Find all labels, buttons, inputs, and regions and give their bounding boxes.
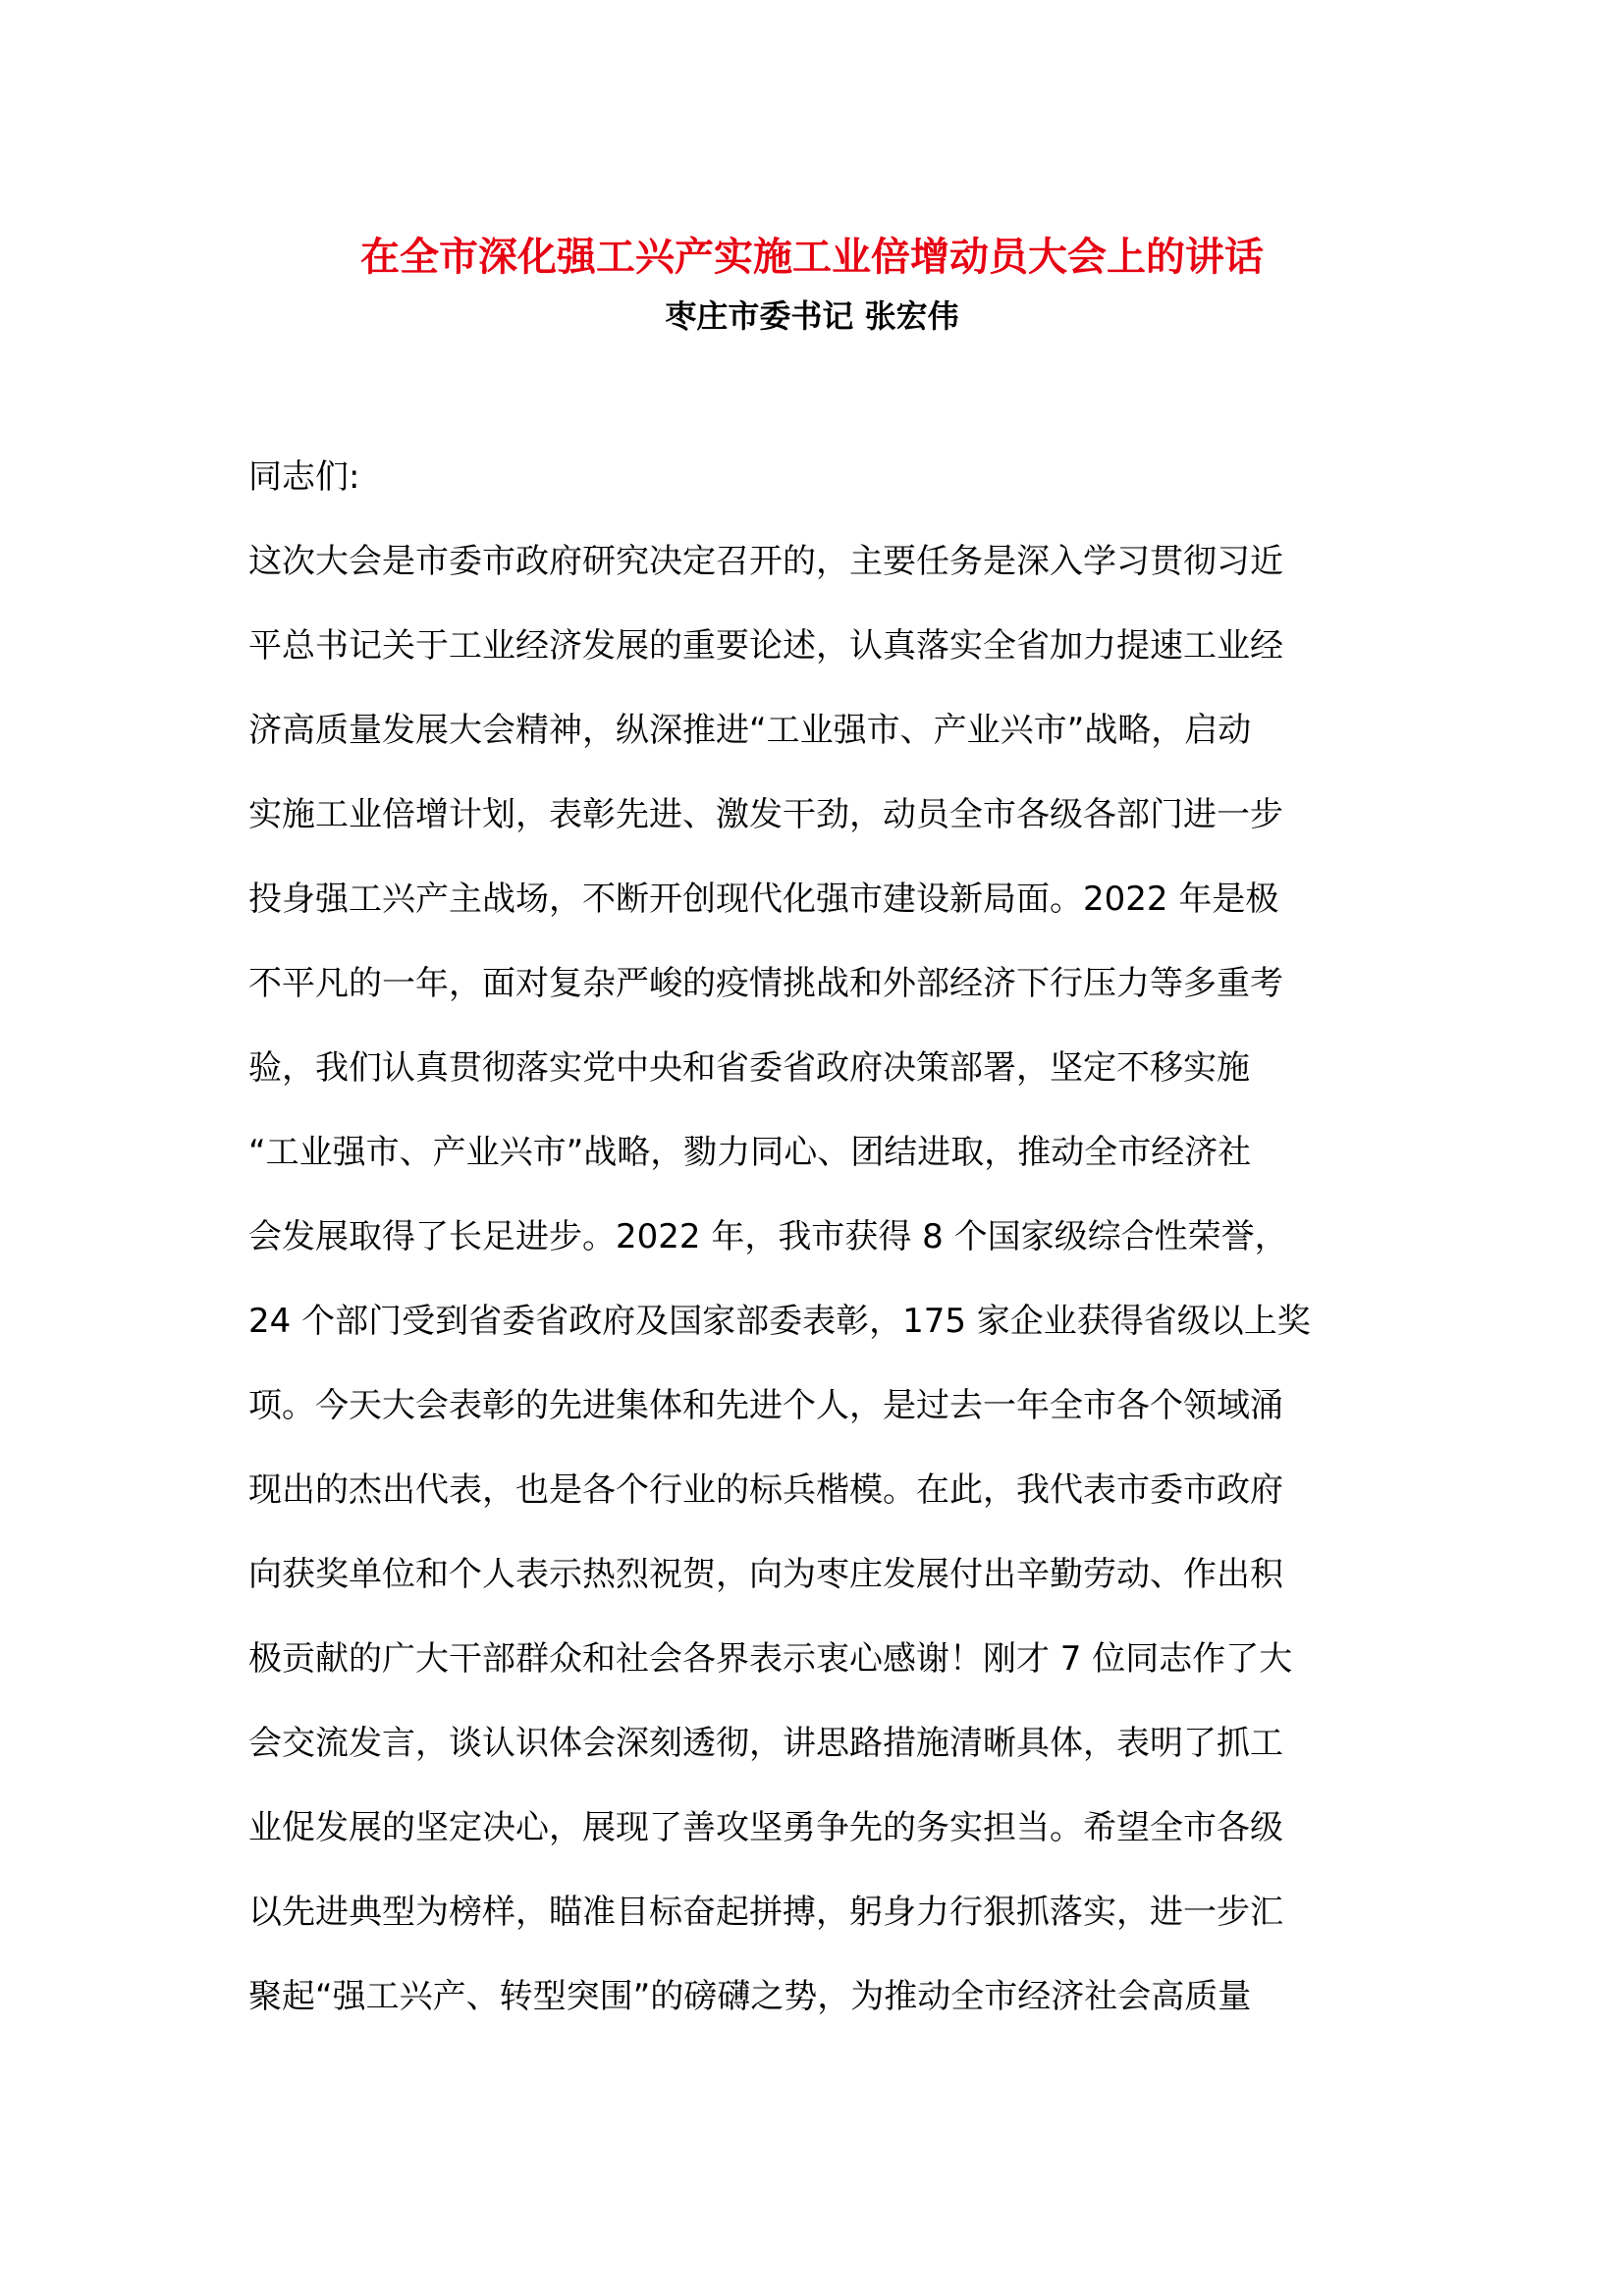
body-line: 项。今天大会表彰的先进集体和先进个人，是过去一年全市各个领域涌 — [248, 1386, 1283, 1425]
salutation: 同志们: — [248, 457, 360, 497]
body-line: 这次大会是市委市政府研究决定召开的，主要任务是深入学习贯彻习近 — [248, 542, 1283, 581]
body-line: 现出的杰出代表，也是各个行业的标兵楷模。在此，我代表市委市政府 — [248, 1470, 1283, 1510]
document-title: 在全市深化强工兴产实施工业倍增动员大会上的讲话 — [360, 235, 1264, 280]
body-line: 极贡献的广大干部群众和社会各界表示衷心感谢！刚才 7 位同志作了大 — [248, 1639, 1293, 1679]
body-line: 济高质量发展大会精神，纵深推进“工业强市、产业兴市”战略，启动 — [248, 711, 1252, 750]
body-line: 投身强工兴产主战场，不断开创现代化强市建设新局面。2022 年是极 — [248, 880, 1279, 919]
body-line: 业促发展的坚定决心，展现了善攻坚勇争先的务实担当。希望全市各级 — [248, 1808, 1283, 1847]
body-line: 平总书记关于工业经济发展的重要论述，认真落实全省加力提速工业经 — [248, 626, 1283, 666]
body-line: 会交流发言，谈认识体会深刻透彻，讲思路措施清晰具体，表明了抓工 — [248, 1724, 1283, 1763]
author-line: 枣庄市委书记 张宏伟 — [665, 297, 959, 335]
body-line: 不平凡的一年，面对复杂严峻的疫情挑战和外部经济下行压力等多重考 — [248, 964, 1283, 1003]
body-line: 24 个部门受到省委省政府及国家部委表彰，175 家企业获得省级以上奖 — [248, 1302, 1311, 1341]
body-line: 验，我们认真贯彻落实党中央和省委省政府决策部署，坚定不移实施 — [248, 1048, 1250, 1088]
body-line: 会发展取得了长足进步。2022 年，我市获得 8 个国家级综合性荣誉， — [248, 1217, 1288, 1256]
body-line: 聚起“强工兴产、转型突围”的磅礴之势，为推动全市经济社会高质量 — [248, 1977, 1252, 2016]
body-line: “工业强市、产业兴市”战略，勠力同心、团结进取，推动全市经济社 — [248, 1133, 1252, 1172]
body-line: 以先进典型为榜样，瞄准目标奋起拼搏，躬身力行狠抓落实，进一步汇 — [248, 1893, 1283, 1932]
body-line: 向获奖单位和个人表示热烈祝贺，向为枣庄发展付出辛勤劳动、作出积 — [248, 1555, 1283, 1594]
body-line: 实施工业倍增计划，表彰先进、激发干劲，动员全市各级各部门进一步 — [248, 795, 1283, 834]
